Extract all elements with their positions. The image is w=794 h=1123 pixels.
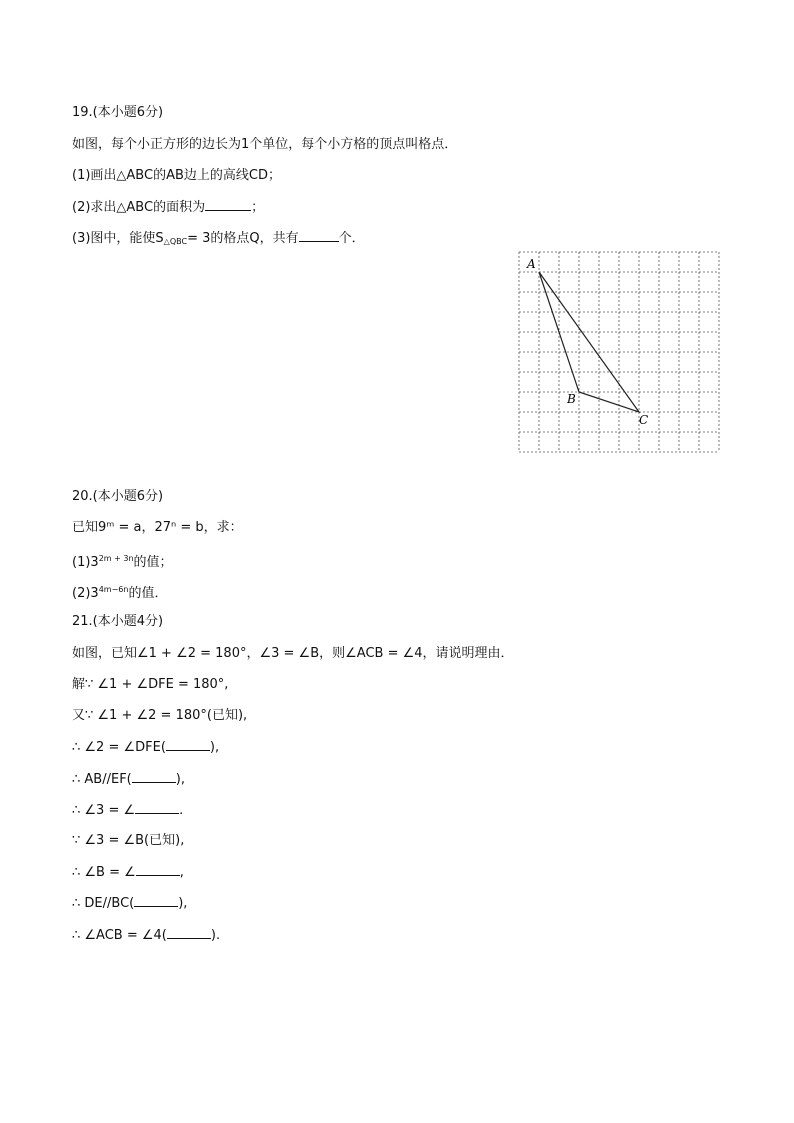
q19-part2 [72,198,264,217]
q21-step-end: , [179,865,184,880]
vertex-label-b: B [567,392,576,406]
q19-header: 19.(本小题6分) [72,105,164,120]
q20-part2 [72,581,167,603]
q19-part3-text: (3)图中，能使S [72,231,164,246]
answer-blank[interactable] [299,229,339,242]
q19-part1: (1)画出△ABC的AB边上的高线CD； [72,168,281,183]
q19-part3-end: 个． [338,231,365,246]
q19-part3-subscript: △QBC [163,237,188,246]
q20-part2-base: (2)3 [72,586,99,601]
q20-part2-end: 的值． [128,586,168,601]
q19-part2-end: ； [251,200,265,215]
q21-step-end: ), [175,772,185,787]
q20-part1-exponent: 2m + 3n [98,554,134,563]
q21-step [72,926,220,945]
q20-part1-base: (1)3 [72,555,99,570]
q21-step-text: ∴ DE//BC( [72,896,135,911]
q19-part3-mid: = 3的格点Q，共有 [187,231,299,246]
answer-blank[interactable] [135,801,179,814]
q21-step [72,832,184,850]
q21-step-end: . [179,803,184,818]
answer-blank[interactable] [132,770,176,783]
q21-step-text: ∴ ∠B = ∠ [72,865,136,880]
q19-part2-text: (2)求出△ABC的面积为 [72,200,206,215]
q21-step [72,707,247,725]
triangle-abc [539,272,639,412]
q19-part3 [72,229,365,251]
q20-part1-end: 的值； [133,555,173,570]
q21-intro: 如图，已知∠1 + ∠2 = 180°，∠3 = ∠B，则∠ACB = ∠4，请说明理由． [72,646,514,661]
q21-step [72,863,184,882]
q21-step [72,894,187,913]
vertex-label-c: C [639,413,649,427]
q21-step-end: ), [178,896,188,911]
dashed-grid [519,252,719,452]
answer-blank[interactable] [166,738,210,751]
q21-step-text: 解∵ ∠1 + ∠DFE = 180°, [72,677,229,692]
q21-step-text: 又∵ ∠1 + ∠2 = 180°(已知), [72,708,248,723]
q20-part2-exponent: 4m−6n [98,585,129,594]
q20-part1 [72,550,173,572]
vertex-label-a: A [527,257,536,271]
q21-step-text: ∴ AB//EF( [72,772,132,787]
q21-step [72,676,228,694]
q21-step-text: ∵ ∠3 = ∠B(已知), [72,833,185,848]
q21-step-end: ). [210,928,221,943]
q19-intro: 如图，每个小正方形的边长为1个单位，每个小方格的顶点叫格点． [72,137,458,152]
q20-given: 已知9ᵐ = a，27ⁿ = b，求： [72,520,243,535]
answer-blank[interactable] [167,926,211,939]
q21-step-text: ∴ ∠3 = ∠ [72,803,136,818]
answer-blank[interactable] [205,198,251,211]
grid-triangle-figure [515,248,723,456]
q21-step [72,738,219,757]
q21-step-end: ), [209,740,220,755]
q20-header: 20.(本小题6分) [72,489,164,504]
answer-blank[interactable] [136,863,180,876]
q21-step-text: ∴ ∠ACB = ∠4( [72,928,167,943]
answer-blank[interactable] [134,894,178,907]
q21-header: 21.(本小题4分) [72,614,164,629]
q21-step [72,770,185,789]
q21-step [72,801,183,820]
q21-step-text: ∴ ∠2 = ∠DFE( [72,740,166,755]
